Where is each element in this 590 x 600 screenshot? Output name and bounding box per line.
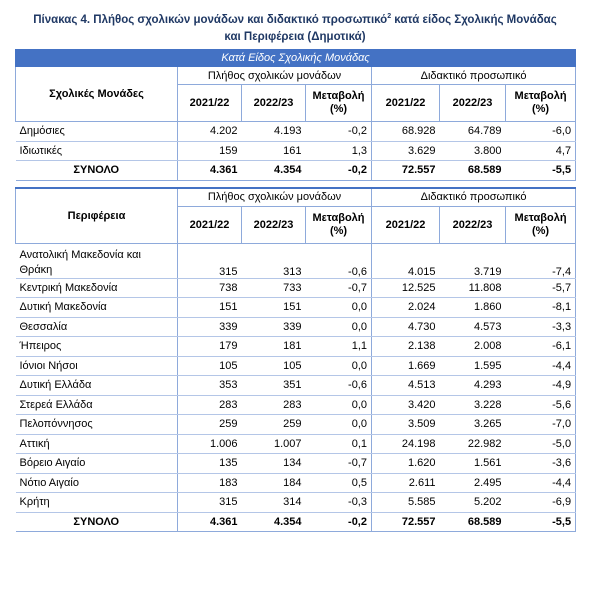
row-label (16, 161, 178, 181)
cell-staff-2022: 5.202 (440, 493, 506, 513)
cell-schools-change: -0,2 (306, 512, 372, 532)
section2-label-header: Περιφέρεια (16, 188, 178, 244)
table-row (16, 454, 576, 474)
cell-schools-2021: 135 (178, 454, 242, 474)
row-label-text: Δυτική Ελλάδα (19, 379, 92, 392)
cell-schools-2022: 339 (242, 317, 306, 337)
cell-schools-2021: 4.361 (178, 512, 242, 532)
title-line-1b: κατά είδος Σχολικής Μονάδας (391, 13, 557, 26)
cell-schools-2021: 339 (178, 317, 242, 337)
section-divider (16, 180, 576, 188)
col-header-year2: 2022/23 (440, 85, 506, 122)
cell-schools-2022: 4.193 (242, 122, 306, 142)
cell-schools-change: 0,0 (306, 415, 372, 435)
cell-staff-2022: 4.293 (440, 376, 506, 396)
change-label: Μεταβολή (514, 90, 567, 102)
table-row (16, 122, 576, 142)
col-header-change (506, 206, 576, 243)
col-header-year2: 2022/23 (242, 85, 306, 122)
row-label (16, 122, 178, 142)
col-header-year1: 2021/22 (178, 206, 242, 243)
table-row (16, 278, 576, 298)
cell-staff-2021: 2.611 (372, 473, 440, 493)
cell-staff-2021: 72.557 (372, 161, 440, 181)
col-header-change (506, 85, 576, 122)
cell-schools-2021: 105 (178, 356, 242, 376)
total-row (16, 161, 576, 181)
cell-staff-2022: 68.589 (440, 161, 506, 181)
cell-staff-2022: 3.800 (440, 141, 506, 161)
cell-staff-2021: 3.629 (372, 141, 440, 161)
col-header-change (306, 206, 372, 243)
cell-schools-2022: 283 (242, 395, 306, 415)
total-row (16, 512, 576, 532)
row-label-text: Δημόσιες (19, 125, 65, 138)
cell-schools-2021: 353 (178, 376, 242, 396)
cell-staff-change: -5,6 (506, 395, 576, 415)
row-label-text: Νότιο Αιγαίο (19, 476, 79, 489)
row-label-text: Βόρειο Αιγαίο (19, 457, 86, 470)
cell-schools-change: -0,3 (306, 493, 372, 513)
section2-header-row-1 (16, 188, 576, 207)
cell-schools-change: 1,1 (306, 337, 372, 357)
cell-schools-change: 1,3 (306, 141, 372, 161)
cell-schools-change: -0,6 (306, 376, 372, 396)
cell-schools-change: -0,7 (306, 278, 372, 298)
row-label (16, 493, 178, 513)
row-label-text: Ήπειρος (19, 340, 62, 353)
cell-staff-change: -7,4 (506, 243, 576, 278)
cell-staff-2022: 68.589 (440, 512, 506, 532)
cell-schools-change: -0,6 (306, 243, 372, 278)
row-label (16, 356, 178, 376)
cell-staff-change: -5,5 (506, 161, 576, 181)
cell-staff-change: -7,0 (506, 415, 576, 435)
row-label (16, 278, 178, 298)
cell-schools-2021: 315 (178, 243, 242, 278)
row-label-text: Κεντρική Μακεδονία (19, 281, 118, 294)
row-label-text: Δυτική Μακεδονία (19, 301, 107, 314)
cell-staff-change: -6,1 (506, 337, 576, 357)
cell-staff-2021: 3.509 (372, 415, 440, 435)
table-row (16, 493, 576, 513)
row-label (16, 317, 178, 337)
section1-label-header: Σχολικές Μονάδες (16, 67, 178, 122)
cell-staff-change: 4,7 (506, 141, 576, 161)
cell-staff-2022: 11.808 (440, 278, 506, 298)
cell-schools-2022: 161 (242, 141, 306, 161)
cell-staff-2021: 2.024 (372, 298, 440, 318)
title-line-2: και Περιφέρεια (Δημοτικά) (224, 30, 366, 43)
cell-staff-2022: 2.495 (440, 473, 506, 493)
table-row (16, 141, 576, 161)
cell-staff-2021: 72.557 (372, 512, 440, 532)
cell-schools-2021: 1.006 (178, 434, 242, 454)
cell-schools-change: -0,2 (306, 161, 372, 181)
row-label (16, 243, 178, 278)
cell-schools-change: 0,1 (306, 434, 372, 454)
divider-cell (16, 180, 576, 188)
row-label-text: ΣΥΝΟΛΟ (73, 515, 120, 528)
cell-staff-2021: 5.585 (372, 493, 440, 513)
cell-schools-2021: 151 (178, 298, 242, 318)
table-row (16, 356, 576, 376)
cell-staff-change: -6,9 (506, 493, 576, 513)
table-row (16, 395, 576, 415)
row-label-text: Κρήτη (19, 496, 50, 509)
row-label-text: Θράκη (19, 263, 53, 276)
cell-schools-change: -0,7 (306, 454, 372, 474)
row-label (16, 376, 178, 396)
change-label: Μεταβολή (514, 211, 567, 224)
table-row (16, 434, 576, 454)
cell-staff-2022: 64.789 (440, 122, 506, 142)
table-body (16, 50, 576, 532)
cell-staff-2021: 1.620 (372, 454, 440, 474)
cell-schools-2022: 105 (242, 356, 306, 376)
cell-schools-2021: 738 (178, 278, 242, 298)
change-unit: (%) (531, 103, 550, 115)
cell-staff-change: -3,3 (506, 317, 576, 337)
cell-staff-2021: 4.513 (372, 376, 440, 396)
section1-header-row-1 (16, 67, 576, 85)
cell-staff-2021: 68.928 (372, 122, 440, 142)
col-header-year1: 2021/22 (178, 85, 242, 122)
row-label (16, 473, 178, 493)
cell-schools-change: 0,0 (306, 395, 372, 415)
cell-staff-2021: 3.420 (372, 395, 440, 415)
cell-staff-2021: 24.198 (372, 434, 440, 454)
group-header-staff: Διδακτικό προσωπικό (372, 67, 576, 85)
cell-schools-2021: 183 (178, 473, 242, 493)
row-label-text: Ιδιωτικές (19, 144, 63, 157)
table-row (16, 473, 576, 493)
title-footnote-mark: 2 (387, 13, 392, 20)
cell-staff-change: -3,6 (506, 454, 576, 474)
row-label-text: Αττική (19, 437, 50, 450)
cell-schools-change: 0,0 (306, 356, 372, 376)
table-container (15, 49, 575, 532)
cell-staff-2022: 3.228 (440, 395, 506, 415)
cell-schools-2022: 733 (242, 278, 306, 298)
change-label: Μεταβολή (312, 90, 365, 102)
row-label-text: Στερεά Ελλάδα (19, 398, 93, 411)
col-header-year1: 2021/22 (372, 206, 440, 243)
table-row (16, 317, 576, 337)
cell-staff-2021: 12.525 (372, 278, 440, 298)
table-row (16, 337, 576, 357)
cell-schools-2022: 314 (242, 493, 306, 513)
row-label (16, 141, 178, 161)
cell-schools-2021: 159 (178, 141, 242, 161)
cell-schools-change: -0,2 (306, 122, 372, 142)
row-label (16, 434, 178, 454)
cell-staff-change: -8,1 (506, 298, 576, 318)
table-row (16, 415, 576, 435)
cell-schools-2022: 313 (242, 243, 306, 278)
row-label-line-1: Ανατολική Μακεδονία και (19, 248, 141, 261)
cell-staff-change: -6,0 (506, 122, 576, 142)
table-row (16, 298, 576, 318)
section-band (16, 50, 576, 67)
cell-staff-2021: 1.669 (372, 356, 440, 376)
group-header-staff: Διδακτικό προσωπικό (372, 188, 576, 207)
cell-staff-2022: 1.860 (440, 298, 506, 318)
cell-schools-2021: 259 (178, 415, 242, 435)
change-unit: (%) (329, 224, 348, 237)
col-header-change (306, 85, 372, 122)
cell-staff-2022: 4.573 (440, 317, 506, 337)
cell-schools-2022: 259 (242, 415, 306, 435)
cell-staff-2022: 3.719 (440, 243, 506, 278)
row-label (16, 298, 178, 318)
cell-schools-2021: 179 (178, 337, 242, 357)
cell-schools-change: 0,0 (306, 317, 372, 337)
cell-schools-2022: 4.354 (242, 161, 306, 181)
cell-schools-2021: 4.361 (178, 161, 242, 181)
row-label (16, 454, 178, 474)
cell-schools-2022: 351 (242, 376, 306, 396)
cell-schools-2021: 283 (178, 395, 242, 415)
cell-staff-2021: 4.015 (372, 243, 440, 278)
cell-staff-change: -4,9 (506, 376, 576, 396)
cell-staff-change: -4,4 (506, 356, 576, 376)
group-header-schools: Πλήθος σχολικών μονάδων (178, 67, 372, 85)
cell-staff-2022: 2.008 (440, 337, 506, 357)
table-title (0, 8, 590, 46)
cell-staff-2021: 4.730 (372, 317, 440, 337)
row-label (16, 395, 178, 415)
row-label-text: Πελοπόννησος (19, 418, 93, 431)
row-label-text: Θεσσαλία (19, 320, 68, 333)
cell-schools-2021: 315 (178, 493, 242, 513)
row-label (16, 337, 178, 357)
cell-schools-2022: 134 (242, 454, 306, 474)
cell-staff-2022: 22.982 (440, 434, 506, 454)
col-header-year2: 2022/23 (242, 206, 306, 243)
table-row (16, 243, 576, 278)
cell-schools-2022: 151 (242, 298, 306, 318)
cell-schools-2022: 4.354 (242, 512, 306, 532)
data-table (15, 49, 576, 532)
cell-schools-2022: 184 (242, 473, 306, 493)
cell-staff-2022: 1.561 (440, 454, 506, 474)
cell-staff-change: -5,5 (506, 512, 576, 532)
cell-staff-change: -4,4 (506, 473, 576, 493)
cell-staff-2022: 1.595 (440, 356, 506, 376)
row-label (16, 512, 178, 532)
row-label-text: ΣΥΝΟΛΟ (73, 164, 120, 177)
col-header-year2: 2022/23 (440, 206, 506, 243)
row-label-text: Ιόνιοι Νήσοι (19, 359, 78, 372)
title-line-1: Πίνακας 4. Πλήθος σχολικών μονάδων και διδακτικό προσωπικό (33, 13, 388, 26)
row-label (16, 415, 178, 435)
col-header-year1: 2021/22 (372, 85, 440, 122)
cell-schools-2022: 1.007 (242, 434, 306, 454)
cell-staff-2021: 2.138 (372, 337, 440, 357)
table-row (16, 376, 576, 396)
change-unit: (%) (531, 224, 550, 237)
cell-schools-2021: 4.202 (178, 122, 242, 142)
cell-staff-2022: 3.265 (440, 415, 506, 435)
change-label: Μεταβολή (312, 211, 365, 224)
change-unit: (%) (329, 103, 348, 115)
cell-staff-change: -5,7 (506, 278, 576, 298)
band-label: Κατά Είδος Σχολικής Μονάδας (16, 50, 576, 67)
cell-schools-change: 0,0 (306, 298, 372, 318)
cell-schools-2022: 181 (242, 337, 306, 357)
cell-schools-change: 0,5 (306, 473, 372, 493)
group-header-schools: Πλήθος σχολικών μονάδων (178, 188, 372, 207)
cell-staff-change: -5,0 (506, 434, 576, 454)
